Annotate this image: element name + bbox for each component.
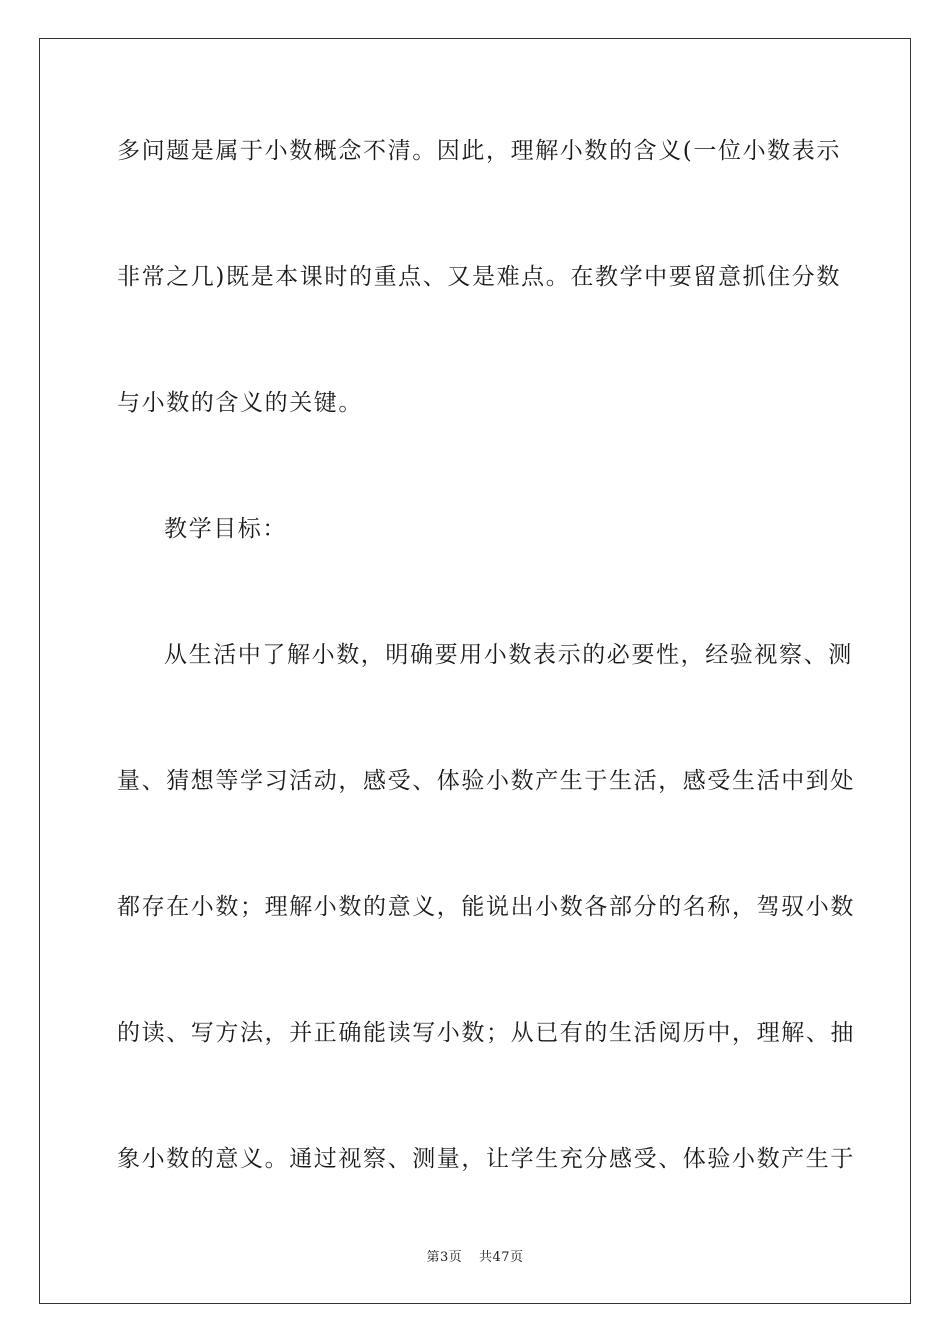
- text-line-2: 非常之几)既是本课时的重点、又是难点。在教学中要留意抓住分数: [117, 264, 841, 290]
- text-line-8: 的读、写方法，并正确能读写小数；从已有的生活阅历中，理解、抽: [117, 1020, 855, 1046]
- page-footer: [0, 1246, 950, 1265]
- page-total: 共47页: [478, 1250, 524, 1265]
- section-heading-teaching-goals: 教学目标：: [164, 516, 287, 542]
- text-line-1: 多问题是属于小数概念不清。因此，理解小数的含义(一位小数表示: [117, 138, 841, 164]
- text-line-6: 量、猜想等学习活动，感受、体验小数产生于生活，感受生活中到处: [117, 768, 855, 794]
- text-line-5: 从生活中了解小数，明确要用小数表示的必要性，经验视察、测: [164, 642, 853, 668]
- text-line-7: 都存在小数；理解小数的意义，能说出小数各部分的名称，驾驭小数: [117, 894, 855, 920]
- text-line-9: 象小数的意义。通过视察、测量，让学生充分感受、体验小数产生于: [117, 1146, 855, 1172]
- page-number: 第3页: [426, 1250, 463, 1265]
- document-body: [117, 88, 855, 1222]
- text-line-3: 与小数的含义的关键。: [117, 390, 363, 416]
